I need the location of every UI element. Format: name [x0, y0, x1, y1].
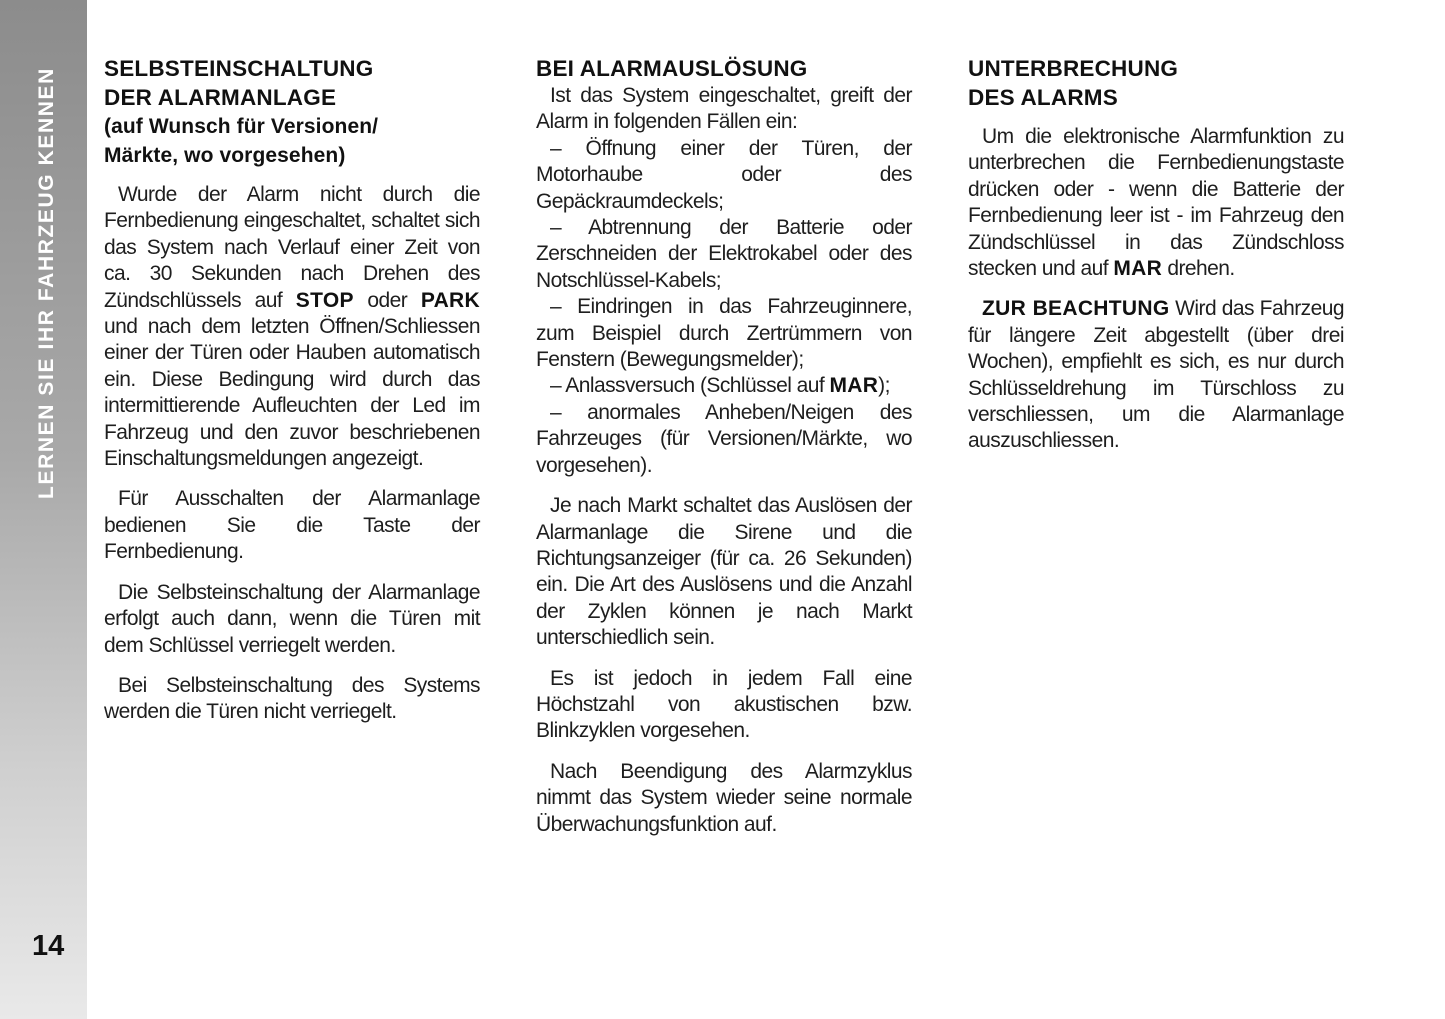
keyword-park: PARK: [420, 288, 480, 312]
heading-line: SELBSTEINSCHALTUNG: [104, 56, 374, 81]
heading-line: UNTERBRECHUNG: [968, 56, 1179, 81]
paragraph: Ist das System eingeschaltet, greift der Alarm in folgenden Fällen ein:: [536, 84, 912, 134]
paragraph: Nach Beendigung des Alarmzyklus nimmt das System wieder seine normale Überwachungsfunktion auf.: [536, 759, 912, 836]
paragraph: Die Selbsteinschaltung der Alarmanlage erfolgt auch dann, wenn die Türen mit dem Schlüssel verriegelt werden.: [104, 580, 480, 657]
text: oder: [353, 288, 421, 312]
text: drehen.: [1162, 257, 1235, 281]
note-label: ZUR BEACHTUNG: [982, 297, 1170, 321]
heading-line: DES ALARMS: [968, 85, 1118, 110]
list-item: – Öffnung einer der Türen, der Motorhaube oder des Gepäckraumdeckels;: [536, 136, 912, 213]
text: Wurde der Alarm nicht durch die Fernbedienung eingeschaltet, schaltet sich das System nach Verlauf einer Zeit von ca. 30 Sekunden nach Drehen des Zündschlüssels auf: [104, 183, 480, 312]
list-item: – Eindringen in das Fahrzeuginnere, zum Beispiel durch Zertrümmern von Fenstern (Bewegungsmelder);: [536, 295, 912, 372]
text: – Anlassversuch (Schlüssel auf: [550, 374, 830, 398]
paragraph: Bei Selbsteinschaltung des Systems werden die Türen nicht verriegelt.: [104, 673, 480, 724]
page-number: 14: [32, 930, 65, 962]
text: Um die elektronische Alarmfunktion zu unterbrechen die Fernbedienungstaste drücken oder - wenn die Batterie der Fernbedienung leer ist - im Fahrzeug den Zündschlüssel in das Zündschloss stecken und auf: [968, 125, 1344, 281]
subheading-line: Märkte, wo vorgesehen): [104, 144, 346, 167]
keyword-stop: STOP: [295, 288, 354, 312]
section-title-vertical: LERNEN SIE IHR FAHRZEUG KENNEN: [35, 67, 58, 499]
paragraph: Für Ausschalten der Alarmanlage bedienen Sie die Taste der Fernbedienung.: [104, 487, 480, 564]
text: );: [878, 374, 890, 398]
subheading-line: (auf Wunsch für Versionen/: [104, 115, 379, 138]
heading-unterbrechung: [968, 54, 1344, 112]
heading-line: DER ALARMANLAGE: [104, 85, 337, 110]
text: und nach dem letzten Öffnen/Schliessen einer der Türen oder Hauben automatisch ein. Diese Bedingung wird durch das intermittierende Aufleuchten der Led im Fahrzeug und den zuvor beschriebenen Einschaltungsmeldungen angezeigt.: [104, 315, 480, 471]
note-paragraph: [968, 296, 1344, 454]
paragraph: Je nach Markt schaltet das Auslösen der Alarmanlage die Sirene und die Richtungsanzeiger (für ca. 26 Sekunden) ein. Die Art des Auslösens und die Anzahl der Zyklen können je nach Markt unterschiedlich sein.: [536, 494, 912, 650]
keyword-mar: MAR: [829, 374, 879, 398]
column-alarmausloesung: [536, 54, 912, 852]
subheading-versions: [104, 112, 480, 170]
paragraph: [968, 124, 1344, 282]
paragraph: Es ist jedoch in jedem Fall eine Höchstzahl von akustischen bzw. Blinkzyklen vorgesehen.: [536, 666, 912, 743]
keyword-mar: MAR: [1113, 257, 1163, 281]
side-band: [0, 0, 87, 1019]
list-item: – Abtrennung der Batterie oder Zerschneiden der Elektrokabel oder des Notschlüssel-Kabels;: [536, 216, 912, 292]
text: Wird das Fahrzeug für längere Zeit abgestellt (über drei Wochen), empfiehlt es sich, es nur durch Schlüsseldrehung im Türschloss zu verschliessen, um die Alarmanlage auszuschliessen.: [968, 297, 1345, 453]
paragraph: [104, 182, 480, 472]
list-item: [536, 373, 912, 399]
heading-selbsteinschaltung: [104, 54, 480, 112]
column-unterbrechung: [968, 54, 1344, 469]
column-selbsteinschaltung: [104, 54, 480, 740]
list-item: – anormales Anheben/Neigen des Fahrzeuges (für Versionen/Märkte, wo vorgesehen).: [536, 400, 912, 477]
heading-alarmausloesung: BEI ALARMAUSLÖSUNG: [536, 56, 808, 81]
